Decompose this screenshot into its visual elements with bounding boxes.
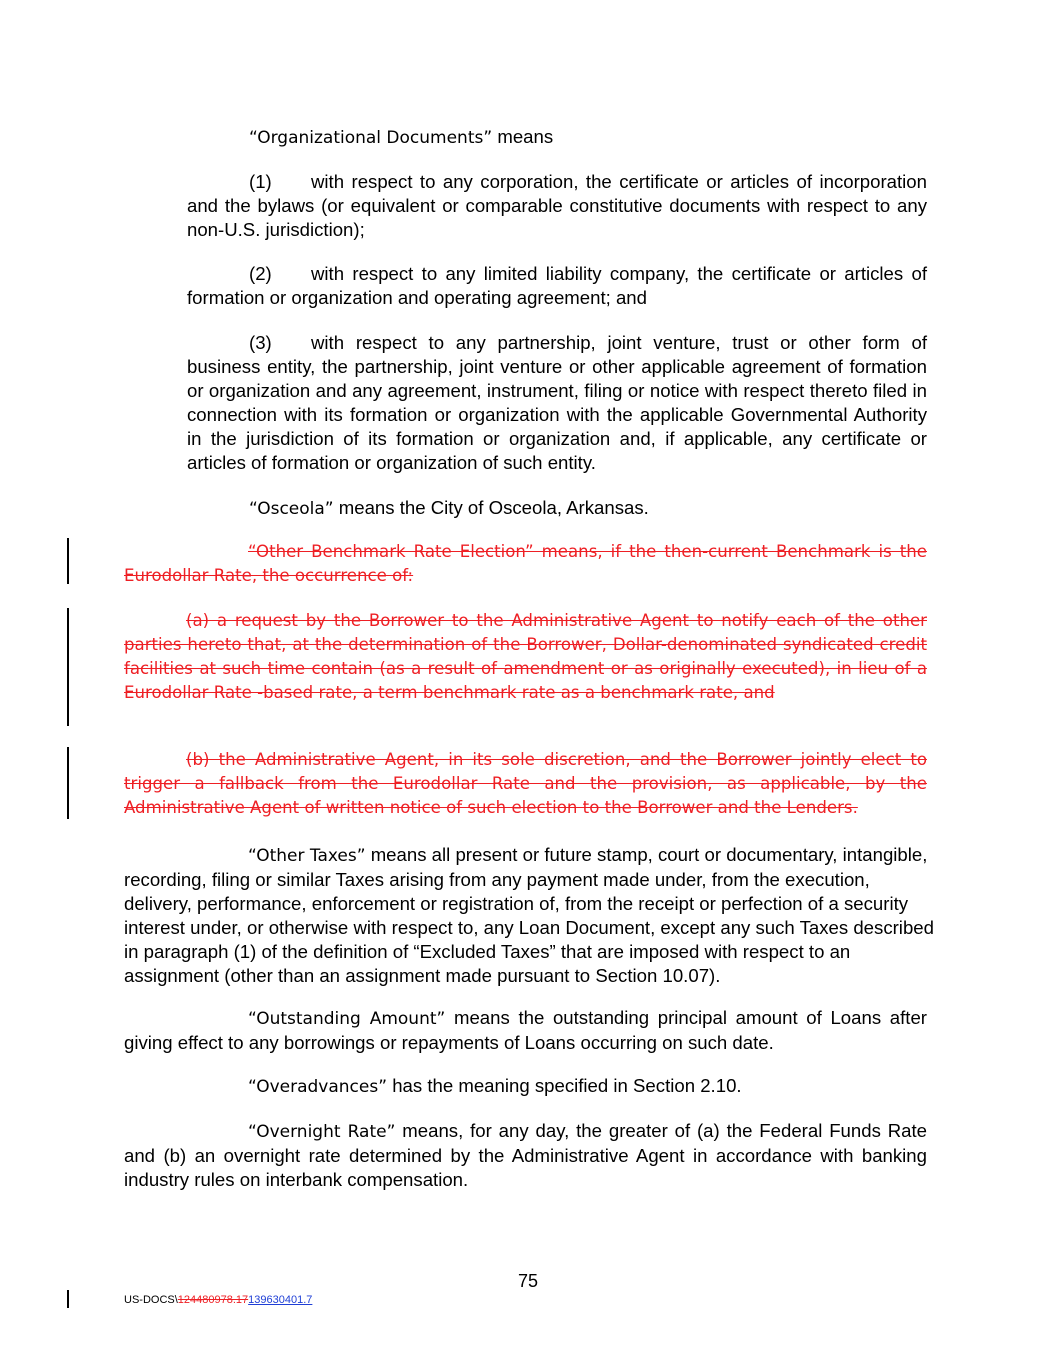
overadvances-definition: “Overadvances” has the meaning specified in Section 2.10. <box>248 1075 742 1097</box>
defined-term: “Outstanding Amount” <box>248 1009 446 1029</box>
deleted-clause-b: (b) the Administrative Agent, in its sole discretion, and the Borrower jointly elect to trigger a fallback from the Eurodollar Rate and the provision, as applicable, by the Administrative Agent of written notice of such election to the Borrower and the Lenders. <box>124 750 927 817</box>
defined-term: “Osceola” <box>249 499 334 519</box>
org-docs-heading: “Organizational Documents” means <box>249 126 554 148</box>
defined-term: “Overadvances” <box>248 1077 388 1097</box>
org-docs-item-1: (1) with respect to any corporation, the certificate or articles of incorporation and the bylaws (or equivalent or comparable constitutive documents with respect to any non-U.S. jurisdiction); <box>187 171 927 240</box>
change-bar <box>67 747 69 819</box>
new-document-id: 139630401.7 <box>248 1294 313 1306</box>
item-number: (2) <box>249 263 272 284</box>
overnight-rate-definition: “Overnight Rate” means, for any day, the greater of (a) the Federal Funds Rate and (b) an overnight rate determined by the Administrative Agent in accordance with banking industry rules on interbank compensation. <box>124 1120 928 1190</box>
document-id-footer: US-DOCS\124480978.17139630401.7 <box>124 1294 313 1306</box>
other-taxes-definition: “Other Taxes” means all present or future stamp, court or documentary, intangible, recording, filing or similar Taxes arising from any payment made under, from the execution, delivery, performance, enforcement or registration of, from the receipt or perfection of a security interest under, or otherwise with respect to, any Loan Document, except any such Taxes described in paragraph (1) of the definition of “Excluded Taxes” that are imposed with respect to an assignment (other than an assignment made pursuant to Section 10.07). <box>124 844 934 986</box>
old-document-id: 124480978.17 <box>177 1294 249 1306</box>
osceola-definition: “Osceola” means the City of Osceola, Arkansas. <box>249 497 649 519</box>
page-number: 75 <box>517 1271 539 1291</box>
defined-term: “Overnight Rate” <box>248 1122 396 1142</box>
deleted-clause-a: (a) a request by the Borrower to the Administrative Agent to notify each of the other parties hereto that, at the determination of the Borrower, Dollar-denominated syndicated credit facilities at such time contain (as a result of amendment or as originally executed), in lieu of a Eurodollar Rate -based rate, a term benchmark rate as a benchmark rate, and <box>124 611 927 702</box>
org-docs-item-3: (3) with respect to any partnership, joint venture, trust or other form of business entity, the partnership, joint venture or other applicable agreement of formation or organization and any agreement, instrument, filing or notice with respect thereto filed in connection with its formation or organization with the applicable Governmental Authority in the jurisdiction of its formation or organization and, if applicable, any certificate or articles of formation or organization of such entity. <box>187 332 927 473</box>
outstanding-amount-definition: “Outstanding Amount” means the outstanding principal amount of Loans after giving effect to any borrowings or repayments of Loans occurring on such date. <box>124 1007 927 1053</box>
defined-term: “Organizational Documents” <box>249 128 493 148</box>
defined-term: “Other Taxes” <box>248 846 366 866</box>
change-bar <box>67 538 69 584</box>
change-bar <box>67 1290 69 1308</box>
change-bar <box>67 608 69 726</box>
deleted-definition: “Other Benchmark Rate Election” means, if the then-current Benchmark is the Eurodollar Rate, the occurrence of: <box>124 542 927 585</box>
item-number: (1) <box>249 171 272 192</box>
org-docs-item-2: (2) with respect to any limited liability company, the certificate or articles of formation or organization and operating agreement; and <box>187 263 927 308</box>
item-number: (3) <box>249 332 272 353</box>
